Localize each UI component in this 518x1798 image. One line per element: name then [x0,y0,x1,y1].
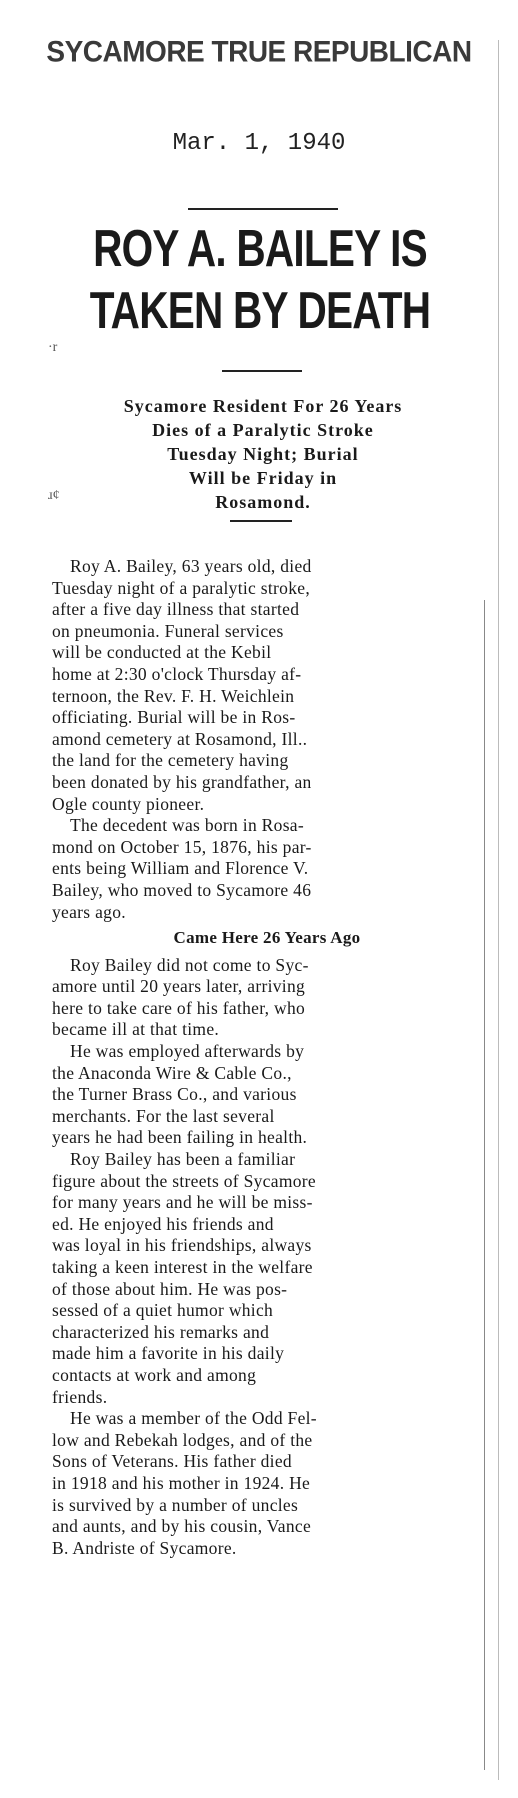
article-line: figure about the streets of Sycamore [52,1170,316,1191]
article-line: Sons of Veterans. His father died [52,1451,292,1472]
article-line: Roy A. Bailey, 63 years old, died [70,556,312,576]
deck-line-1: Sycamore Resident For 26 Years [123,396,403,416]
article-line: The decedent was born in Rosa- [70,815,304,836]
article-line: officiating. Burial will be in Ros- [52,707,296,728]
article-line: He was a member of the Odd Fel- [70,1408,317,1429]
article-line: Tuesday night of a paralytic stroke, [52,577,311,598]
article-line: ents being William and Florence V. [52,858,309,879]
article-line: contacts at work and among [52,1364,257,1385]
article-paragraph [52,1408,482,1559]
article-line: the land for the cemetery having [52,750,289,771]
article-line: Roy Bailey did not come to Syc- [70,954,309,975]
article-line: He was employed afterwards by [70,1041,305,1062]
article-line: on pneumonia. Funeral services [52,620,284,641]
article-line: will be conducted at the Kebil [52,642,272,663]
article-line: of those about him. He was pos- [52,1278,288,1299]
article-line: amore until 20 years later, arriving [52,976,306,997]
article-line: friends. [52,1386,108,1407]
subhead: Came Here 26 Years Ago [173,928,361,948]
article-line: been donated by his grandfather, an [52,771,312,792]
article-line: after a five day illness that started [52,599,300,620]
article-line: years ago. [52,901,126,922]
article-line: sessed of a quiet humor which [52,1300,274,1321]
article-line: the Turner Brass Co., and various [52,1084,297,1105]
article-line: Bailey, who moved to Sycamore 46 [52,879,312,900]
article-line: became ill at that time. [52,1019,220,1040]
article-line: taking a keen interest in the welfare [52,1257,313,1277]
page-edge [498,40,499,1780]
article-line: in 1918 and his mother in 1924. He [52,1472,311,1493]
deck [48,394,478,514]
deck-line-5: Rosamond. [215,492,311,512]
article-line: ternoon, the Rev. F. H. Weichlein [52,685,295,706]
article-line: the Anaconda Wire & Cable Co., [52,1062,292,1083]
headline [88,218,431,342]
article-line: low and Rebekah lodges, and of the [52,1429,313,1450]
masthead: SYCAMORE TRUE REPUBLICAN [46,35,472,68]
article-line: merchants. For the last several [52,1105,275,1126]
deck-line-3: Tuesday Night; Burial [167,444,359,464]
article-line: made him a favorite in his daily [52,1343,285,1364]
margin-mark: ·r [48,340,58,355]
article-line: is survived by a number of uncles [52,1494,299,1515]
article-paragraph [52,815,482,923]
article-line: mond on October 15, 1876, his par- [52,836,312,857]
article-paragraph [52,955,482,1041]
deck-line-2: Dies of a Paralytic Stroke [152,420,374,440]
rule-deck [230,520,292,522]
article-body [52,556,482,1559]
article-line: and aunts, and by his cousin, Vance [52,1516,312,1537]
column-rule [484,600,485,1770]
article-paragraph [52,1149,482,1408]
article-line: amond cemetery at Rosamond, Ill.. [52,728,308,749]
deck-line-4: Will be Friday in [188,468,338,488]
article-line: home at 2:30 o'clock Thursday af- [52,663,302,684]
rule-mid [222,370,302,372]
article-paragraph [52,1041,482,1149]
article-line: years he had been failing in health. [52,1127,308,1148]
article-line: characterized his remarks and [52,1321,270,1342]
article-line: Roy Bailey has been a familiar [70,1149,296,1170]
margin-mark: ɹ¢ [48,488,60,503]
headline-line-1: ROY A. BAILEY IS [93,220,427,278]
headline-line-2: TAKEN BY DEATH [89,282,431,340]
article-line: B. Andriste of Sycamore. [52,1537,237,1558]
article-line: Ogle county pioneer. [52,793,205,814]
article-line: for many years and he will be miss- [52,1192,313,1213]
article-paragraph [52,556,482,815]
rule-top [188,208,338,210]
article-line: here to take care of his father, who [52,997,306,1018]
article-line: ed. He enjoyed his friends and [52,1213,274,1234]
dateline: Mar. 1, 1940 [172,130,346,157]
article-line: was loyal in his friendships, always [52,1235,312,1256]
